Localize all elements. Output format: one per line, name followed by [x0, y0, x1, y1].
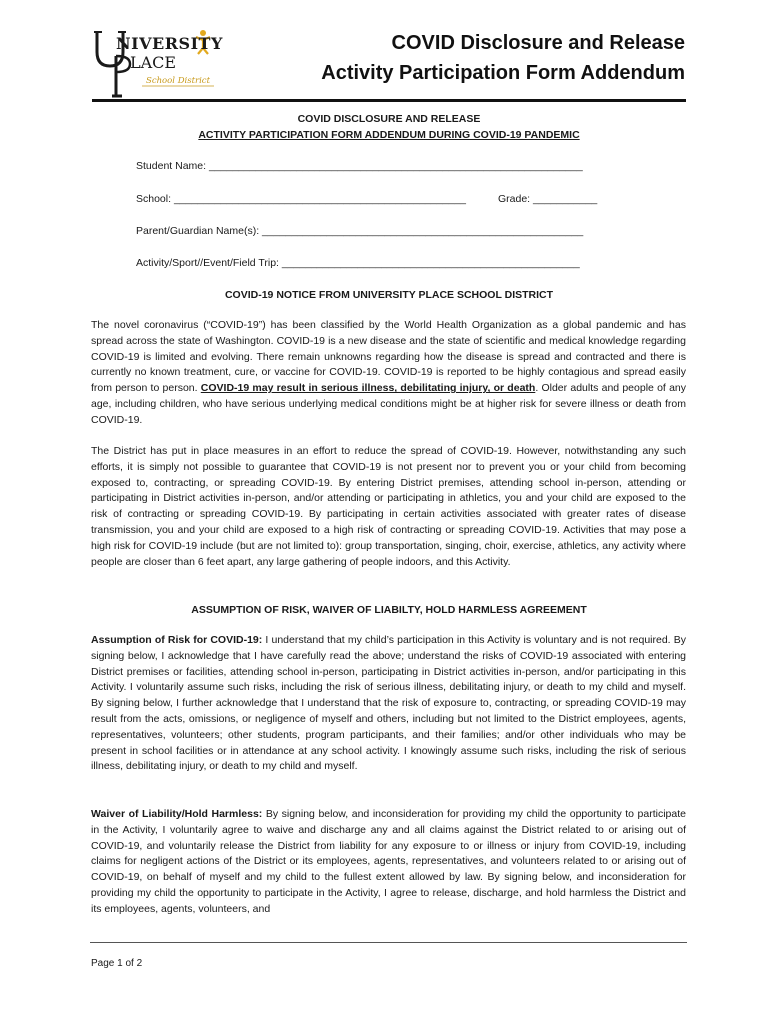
notice-p1-text: The novel coronavirus (“COVID-19”) has been classified by the World Health Organization as a global pandemic and has spread across the state of Washington. COVID-19 is a new disease and the state of scientific and medical knowledge regarding COVID-19 is limited and evolving. There remain unknowns regarding how the disease is spread and contracted and there is currently no known treatment, cure, or vaccine for COVID-19. COVID-19 is reported to be highly contagious and spread easily from person to person.: [91, 319, 686, 395]
assumption-text: I understand that my child’s participation in this Activity is voluntary and is not required. By signing below, I acknowledge that I have carefully read the above; understand the risks of COVID-19 associated with entering District premises or facilities, attending school in-person, participating in District activities in-person, and/or participating in this Activity. I voluntarily assume such risks, including the risk of serious illness, debilitating injury, or death to my child and myself. By signing below, I further acknowledge that I understand that the risk of exposure to, contracting, or spreading COVID-19 may result from the acts, omissions, or negligence of myself and others, including but not limited to the District employees, agents, representatives, volunteers; other students, program participants, and their families; and/or other individuals who may be present in school facilities or in attendance at any school activity. I knowingly assume such risks, including the risk of serious illness, debilitating injury, or death to my child and myself.: [91, 634, 686, 773]
school-field[interactable]: School: __________________________________________________: [136, 193, 466, 205]
logo-text-university: NIVERSITY: [116, 34, 223, 53]
student-name-field[interactable]: Student Name: ________________________________________________________________: [136, 160, 583, 172]
notice-p1-warning: COVID-19 may result in serious illness, debilitating injury, or death: [200, 382, 536, 395]
parent-guardian-field[interactable]: Parent/Guardian Name(s): _______________________________________________________: [136, 225, 584, 237]
notice-paragraph-2: The District has put in place measures in an effort to reduce the spread of COVID-19. However, notwithstanding any such efforts, it is simply not possible to guarantee that COVID-19 is not present nor to prevent you or your child from becoming exposed to, contracting, or spreading COVID-19. By entering District premises, attending school in-person, attending or participating in District activities in-person, and/or attending or participating in athletics, you and your child are exposed to the risk of contracting or spreading COVID-19. By participating in certain activities associated with greater rates of disease transmission, you and your child are exposed to a high risk of contracting or spreading COVID-19. Activities that may pose a high risk for COVID-19 include (but are not limited to): group transportation, singing, choir, exercise, athletics, any activity where people are closer than 6 feet apart, any large gathering of people indoors, and this Activity.: [91, 445, 686, 568]
assumption-paragraph: [91, 633, 686, 775]
logo-text-place: LACE: [130, 53, 177, 72]
document-title-line1: COVID Disclosure and Release: [391, 32, 685, 54]
notice-heading: COVID-19 NOTICE FROM UNIVERSITY PLACE SCHOOL DISTRICT: [224, 289, 554, 301]
footer-divider: [90, 942, 687, 943]
district-logo: [94, 26, 244, 100]
assumption-heading: ASSUMPTION OF RISK, WAIVER OF LIABILTY, HOLD HARMLESS AGREEMENT: [191, 604, 587, 616]
activity-field[interactable]: Activity/Sport//Event/Field Trip: ___________________________________________________: [136, 257, 580, 269]
document-title-line2: Activity Participation Form Addendum: [321, 62, 685, 84]
form-subheading: ACTIVITY PARTICIPATION FORM ADDENDUM DURING COVID-19 PANDEMIC: [198, 129, 580, 141]
notice-p1-tail: . Older adults and people of any age, including children, who have serious underlying medical conditions might be at higher risk for severe illness or death from COVID-19.: [91, 382, 686, 426]
grade-field[interactable]: Grade: ___________: [498, 193, 598, 205]
waiver-text: By signing below, and inconsideration for providing my child the opportunity to participate in the Activity, I voluntarily agree to waive and discharge any and all claims against the District related to or arising out of COVID-19, and voluntarily release the District from liability for any exposure to or illness or injury from COVID-19, including claims for negligent actions of the District or its employees, agents, representatives, and volunteers related to or arising out of COVID-19, on behalf of myself and my child to the fullest extent allowed by law. By signing below, and inconsideration for providing my child the opportunity to participate in the Activity, I agree to release, discharge, and hold harmless the District and its employees, agents, volunteers, and: [91, 808, 686, 915]
header-divider: [92, 99, 686, 102]
form-heading: COVID DISCLOSURE AND RELEASE: [297, 113, 481, 125]
page-number: Page 1 of 2: [91, 958, 143, 969]
notice-paragraph-1: [91, 318, 686, 429]
logo-text-school-district: School District: [146, 76, 210, 86]
document-title: [321, 28, 685, 88]
waiver-label: Waiver of Liability/Hold Harmless:: [91, 808, 263, 820]
assumption-label: Assumption of Risk for COVID-19:: [91, 634, 263, 646]
waiver-paragraph: [91, 807, 686, 918]
